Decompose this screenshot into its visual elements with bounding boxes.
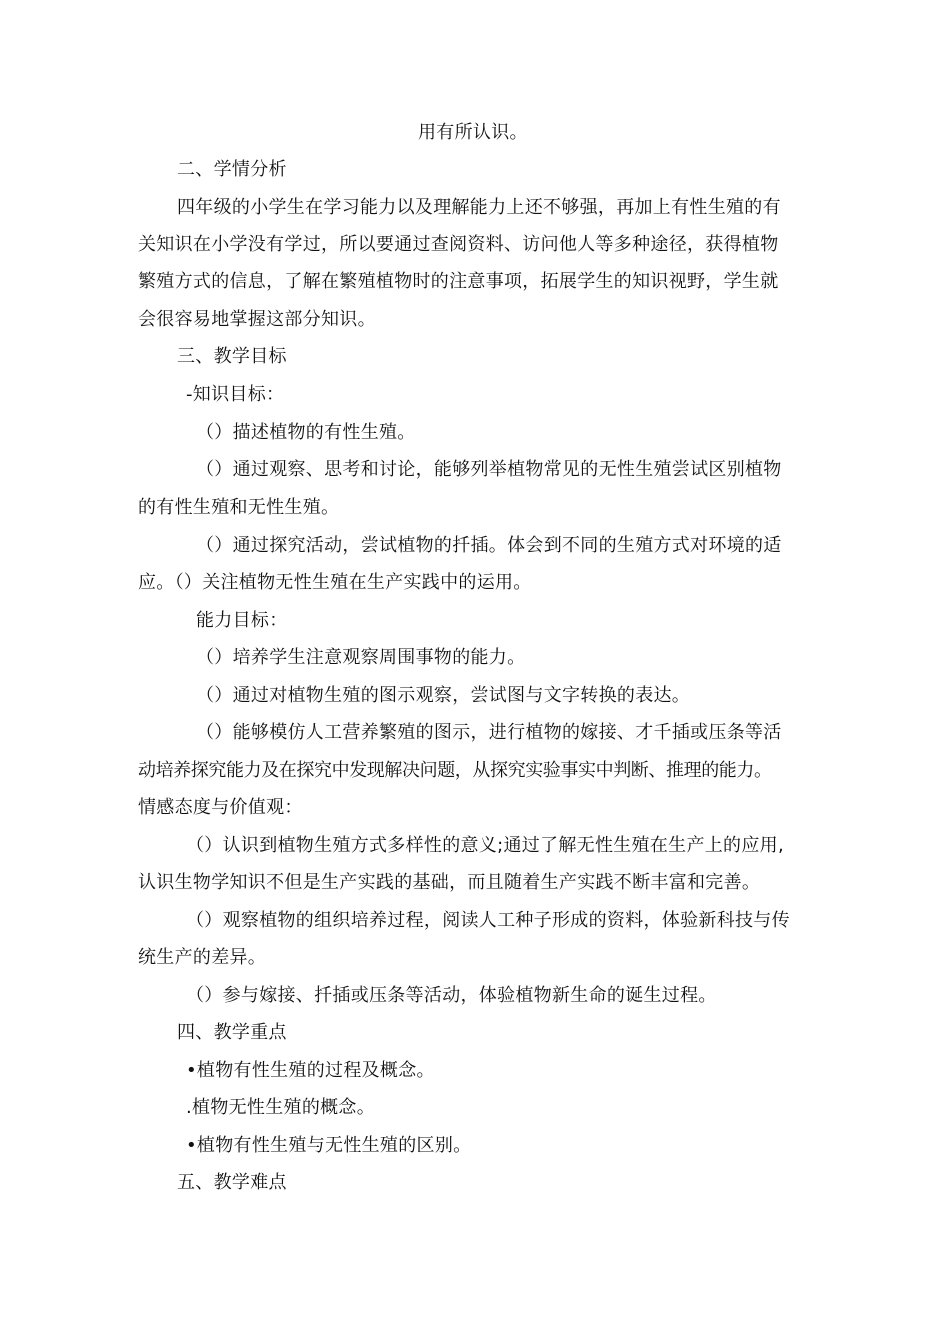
- list-item: （）观察植物的组织培养过程，阅读人工种子形成的资料，体验新科技与传: [186, 910, 790, 931]
- heading-section-3: 三、教学目标: [177, 346, 287, 367]
- list-item-continuation: 认识生物学知识不但是生产实践的基础，而且随着生产实践不断丰富和完善。: [138, 872, 761, 893]
- text-line-continuation: 用有所认识。: [418, 122, 528, 143]
- paragraph-line: 会很容易地掌握这部分知识。: [138, 309, 376, 330]
- list-item-continuation: 动培养探究能力及在探究中发现解决问题，从探究实验事实中判断、推理的能力。: [138, 760, 772, 781]
- list-item-continuation: 统生产的差异。: [138, 947, 267, 968]
- bullet-item: •植物有性生殖与无性生殖的区别。: [186, 1135, 472, 1156]
- list-item: （）描述植物的有性生殖。: [196, 422, 416, 443]
- list-item: （）培养学生注意观察周围事物的能力。: [196, 647, 526, 668]
- list-item-continuation: 应。（）关注植物无性生殖在生产实践中的运用。: [138, 572, 532, 593]
- bullet-item: •植物有性生殖的过程及概念。: [186, 1060, 435, 1081]
- paragraph-line: 繁殖方式的信息，了解在繁殖植物时的注意事项，拓展学生的知识视野，学生就: [138, 271, 779, 292]
- list-item: （）认识到植物生殖方式多样性的意义;通过了解无性生殖在生产上的应用,: [186, 835, 784, 856]
- heading-section-5: 五、教学难点: [177, 1172, 287, 1193]
- subheading-attitude-values: 情感态度与价值观：: [138, 797, 303, 818]
- list-item: （）通过对植物生殖的图示观察，尝试图与文字转换的表达。: [196, 685, 691, 706]
- bullet-item: .植物无性生殖的概念。: [186, 1097, 376, 1118]
- list-item-continuation: 的有性生殖和无性生殖。: [138, 497, 340, 518]
- subheading-ability-goals: 能力目标：: [196, 610, 288, 631]
- heading-section-4: 四、教学重点: [177, 1022, 287, 1043]
- heading-section-2: 二、学情分析: [177, 159, 287, 180]
- paragraph-line: 关知识在小学没有学过，所以要通过查阅资料、访问他人等多种途径，获得植物: [138, 234, 779, 255]
- paragraph-line: 四年级的小学生在学习能力以及理解能力上还不够强，再加上有性生殖的有: [177, 197, 781, 218]
- list-item: （）通过观察、思考和讨论，能够列举植物常见的无性生殖尝试区别植物: [196, 459, 782, 480]
- list-item: （）参与嫁接、扦插或压条等活动，体验植物新生命的诞生过程。: [186, 985, 717, 1006]
- subheading-knowledge-goals: -知识目标：: [186, 384, 285, 405]
- list-item: （）能够模仿人工营养繁殖的图示，进行植物的嫁接、才千插或压条等活: [196, 722, 782, 743]
- list-item: （）通过探究活动，尝试植物的扦插。体会到不同的生殖方式对环境的适: [196, 535, 782, 556]
